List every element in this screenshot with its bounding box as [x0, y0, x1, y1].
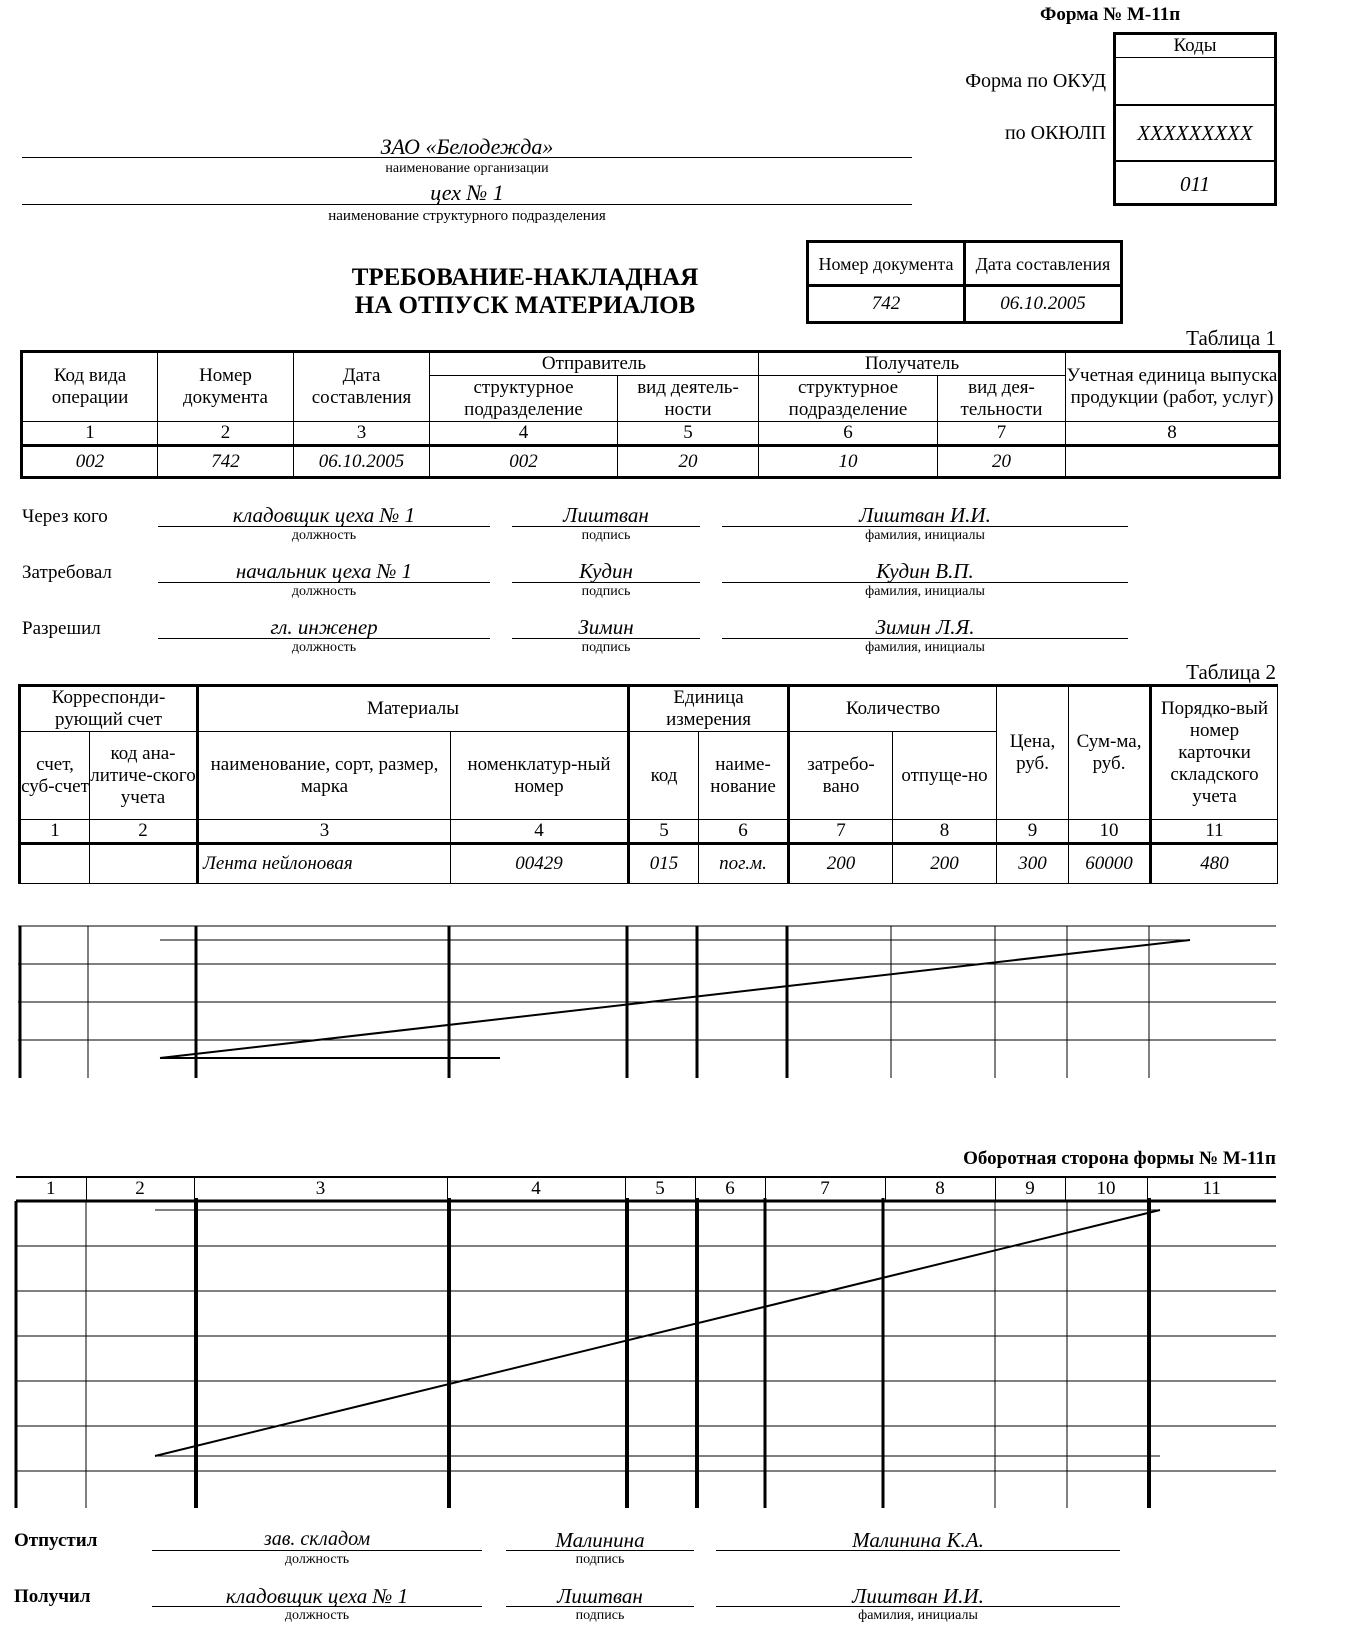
sig-position: кладовщик цеха № 1 [232, 503, 416, 527]
rev-num: 3 [194, 1177, 447, 1201]
t2-unit-code: 015 [629, 844, 699, 884]
position-caption: должность [291, 640, 357, 655]
t1-h-date: Дата составления [294, 352, 430, 422]
t2-mat-name: Лента нейлоновая [198, 844, 451, 884]
t2-requested: 200 [789, 844, 893, 884]
t2-num: 4 [451, 820, 629, 844]
sig-signature: Лиштван [557, 1584, 643, 1608]
t1-h-receiver-struct: структурное подразделение [759, 376, 938, 422]
sig-label: Через кого [22, 506, 108, 527]
t2-num: 5 [629, 820, 699, 844]
rev-num: 10 [1065, 1177, 1147, 1201]
rev-num: 9 [995, 1177, 1065, 1201]
t1-h-doc-num: Номер документа [158, 352, 294, 422]
t2-num: 9 [997, 820, 1069, 844]
organization-name: ЗАО «Белодежда» [380, 134, 554, 159]
table2-caption: Таблица 2 [1186, 660, 1276, 684]
rev-num: 8 [885, 1177, 995, 1201]
t1-num: 2 [158, 422, 294, 446]
sig-signature: Лиштван [563, 503, 649, 527]
t1-num: 7 [938, 422, 1066, 446]
t2-num: 7 [789, 820, 893, 844]
okud-label: Форма по ОКУД [965, 70, 1106, 92]
t1-doc-num: 742 [158, 446, 294, 478]
t2-num: 11 [1151, 820, 1278, 844]
form-number: Форма № М-11п [1040, 4, 1181, 25]
doc-date-label: Дата составления [965, 242, 1122, 286]
t2-price: 300 [997, 844, 1069, 884]
sig-signature: Малинина [555, 1528, 645, 1552]
t2-num: 10 [1069, 820, 1151, 844]
t1-num: 4 [430, 422, 618, 446]
t1-num: 1 [22, 422, 158, 446]
t1-num: 5 [618, 422, 759, 446]
sig-signature: Зимин [578, 615, 634, 639]
sig-position: начальник цеха № 1 [235, 559, 413, 583]
t2-h-sum: Сум-ма, руб. [1069, 686, 1151, 820]
t1-h-unit: Учетная единица выпуска продукции (работ, услуг) [1066, 352, 1280, 422]
table1-caption: Таблица 1 [1186, 326, 1276, 350]
t2-card: 480 [1151, 844, 1278, 884]
signature-caption: подпись [575, 1552, 625, 1567]
t1-op-code: 002 [22, 446, 158, 478]
rev-num: 6 [695, 1177, 765, 1201]
unit-name: цех № 1 [430, 180, 504, 205]
t2-num: 8 [893, 820, 997, 844]
sig-label: Разрешил [22, 618, 101, 639]
signature-caption: подпись [581, 584, 631, 599]
t2-h-card: Порядко-вый номер карточки складского учета [1151, 686, 1278, 820]
name-caption: фамилия, инициалы [865, 528, 985, 543]
t1-sender-struct: 002 [430, 446, 618, 478]
t1-date: 06.10.2005 [294, 446, 430, 478]
title-line-2: НА ОТПУСК МАТЕРИАЛОВ [354, 292, 696, 319]
t1-receiver-struct: 10 [759, 446, 938, 478]
signature-caption: подпись [575, 1608, 625, 1623]
t1-num: 8 [1066, 422, 1280, 446]
rev-num: 7 [765, 1177, 885, 1201]
doc-number-value: 742 [808, 286, 965, 323]
sig-name: Малинина К.А. [852, 1528, 984, 1552]
t2-num: 3 [198, 820, 451, 844]
t2-h-materials: Материалы [198, 686, 629, 732]
t2-num: 1 [20, 820, 90, 844]
t2-h-requested: затребо-вано [789, 732, 893, 820]
t1-h-op-code: Код вида операции [22, 352, 158, 422]
name-caption: фамилия, инициалы [865, 640, 985, 655]
t1-h-receiver-activity: вид дея-тельности [938, 376, 1066, 422]
t1-sender-activity: 20 [618, 446, 759, 478]
t1-h-receiver: Получатель [759, 352, 1066, 376]
t1-receiver-activity: 20 [938, 446, 1066, 478]
t2-released: 200 [893, 844, 997, 884]
sig-label: Затребовал [22, 562, 112, 583]
t1-h-sender-activity: вид деятель-ности [618, 376, 759, 422]
okdp-value: XXXXXXXXX [1116, 106, 1274, 162]
t1-num: 6 [759, 422, 938, 446]
t2-h-released: отпуще-но [893, 732, 997, 820]
doc-date-value: 06.10.2005 [965, 286, 1122, 323]
t2-h-account: счет, суб-счет [20, 732, 90, 820]
t2-num: 2 [90, 820, 198, 844]
t1-h-sender: Отправитель [430, 352, 759, 376]
sig-position: зав. складом [263, 1528, 371, 1550]
t2-h-unit: Единица измерения [629, 686, 789, 732]
rev-num: 11 [1147, 1177, 1276, 1201]
t2-h-mat-num: номенклатур-ный номер [451, 732, 629, 820]
title-line-1: ТРЕБОВАНИЕ-НАКЛАДНАЯ [351, 264, 699, 291]
codes-header: Коды [1116, 35, 1274, 58]
organization-caption: наименование организации [385, 161, 549, 176]
t2-sum: 60000 [1069, 844, 1151, 884]
position-caption: должность [291, 584, 357, 599]
t2-h-qty: Количество [789, 686, 997, 732]
position-caption: должность [284, 1552, 350, 1567]
t1-h-sender-struct: структурное подразделение [430, 376, 618, 422]
t2-h-analytic: код ана-литиче-ского учета [90, 732, 198, 820]
sig-label: Отпустил [14, 1530, 98, 1551]
name-caption: фамилия, инициалы [858, 1608, 978, 1623]
t2-h-corr: Корреспонди-рующий счет [20, 686, 198, 732]
t2-mat-num: 00429 [451, 844, 629, 884]
t2-unit-name: пог.м. [699, 844, 789, 884]
sig-position: гл. инженер [270, 615, 378, 639]
name-caption: фамилия, инициалы [865, 584, 985, 599]
t2-h-unit-name: наиме-нование [699, 732, 789, 820]
extra-code-value: 011 [1180, 172, 1210, 196]
unit-caption: наименование структурного подразделения [328, 208, 606, 224]
reverse-caption: Оборотная сторона формы № М-11п [963, 1148, 1276, 1169]
rev-num: 4 [447, 1177, 625, 1201]
sig-name: Кудин В.П. [876, 559, 974, 583]
sig-position: кладовщик цеха № 1 [225, 1584, 409, 1608]
doc-number-label: Номер документа [808, 242, 965, 286]
t1-num: 3 [294, 422, 430, 446]
rev-num: 5 [625, 1177, 695, 1201]
t2-h-mat-name: наименование, сорт, размер, марка [198, 732, 451, 820]
rev-num: 2 [86, 1177, 194, 1201]
okdp-label: по ОКЮЛП [1004, 122, 1106, 144]
t2-num: 6 [699, 820, 789, 844]
sig-signature: Кудин [579, 559, 633, 583]
rev-num: 1 [16, 1177, 86, 1201]
t2-h-price: Цена, руб. [997, 686, 1069, 820]
signature-caption: подпись [581, 528, 631, 543]
position-caption: должность [291, 528, 357, 543]
signature-caption: подпись [581, 640, 631, 655]
sig-label: Получил [14, 1586, 91, 1607]
t2-h-unit-code: код [629, 732, 699, 820]
position-caption: должность [284, 1608, 350, 1623]
sig-name: Зимин Л.Я. [875, 615, 975, 639]
sig-name: Лиштван И.И. [859, 503, 991, 527]
sig-name: Лиштван И.И. [852, 1584, 984, 1608]
